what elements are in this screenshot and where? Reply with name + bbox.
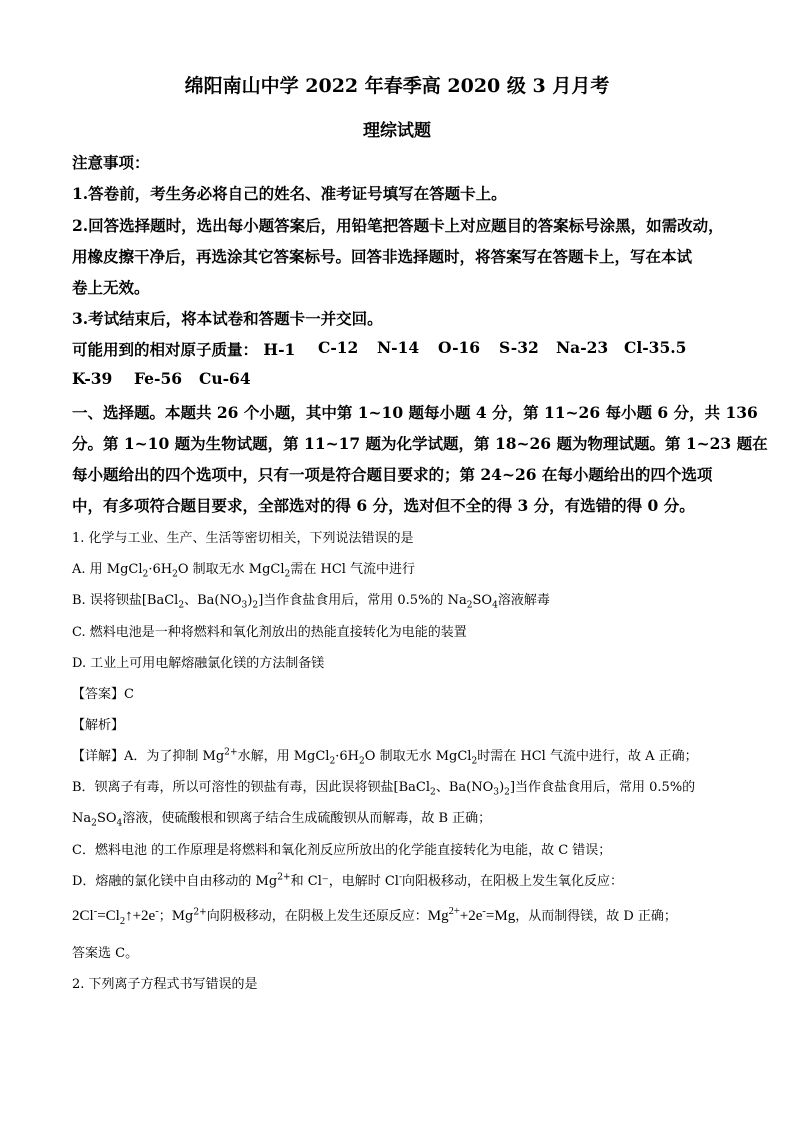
question-2-stem: 2. 下列离子方程式书写错误的是 [72, 977, 258, 992]
section-1-line-3: 每小题给出的四个选项中，只有一项是符合题目要求的；第 24~26 在每小题给出的四个选项 [72, 465, 713, 484]
anode-equation: $2Cl^-=Cl_2↑+2e^-$ [72, 906, 159, 927]
atomic-mass-c: C-12 [318, 338, 359, 357]
question-1-analysis-label: 【解析】 [72, 718, 125, 733]
question-1-detail-d-line-1: D．熔融的氯化镁中自由移动的 $Mg^{2+}$和 Cl⁻，电解时 Cl-向阳极移动，在阳极上发生氧化反应： [72, 872, 624, 889]
question-1-conclusion: 答案选 C。 [72, 946, 139, 961]
notice-item-1: 1.答卷前，考生务必将自己的姓名、准考证号填写在答题卡上。 [72, 184, 507, 203]
notice-item-3: 3.考试结束后，将本试卷和答题卡一并交回。 [72, 309, 383, 328]
section-1-line-4: 中，有多项符合题目要求，全部选对的得 6 分，选对但不全的得 3 分，有选错的得 0 分。 [72, 496, 695, 515]
atomic-mass-cl: Cl-35.5 [624, 338, 687, 357]
notice-item-2-line-2: 用橡皮擦干净后，再选涂其它答案标号。回答非选择题时，将答案写在答题卡上，写在本试 [72, 247, 693, 266]
notice-item-2-line-1: 2.回答选择题时，选出每小题答案后，用铅笔把答题卡上对应题目的答案标号涂黑，如需改动， [72, 216, 724, 235]
atomic-mass-n: N-14 [377, 338, 420, 357]
atomic-mass-o: O-16 [438, 338, 481, 357]
question-1-detail-c: C．燃料电池 的工作原理是将燃料和氧化剂反应所放出的化学能直接转化为电能，故 C 错误； [72, 843, 612, 858]
cathode-equation: $Mg^{2+}+2e^-=Mg$ [427, 906, 516, 924]
atomic-mass-na: Na-23 [556, 338, 609, 357]
question-1-option-d: D. 工业上可用电解熔融氯化镁的方法制备镁 [72, 656, 325, 671]
section-1-line-1: 一、选择题。本题共 26 个小题，其中第 1~10 题每小题 4 分，第 11~26 每小题 6 分，共 136 [72, 403, 758, 422]
question-1-stem: 1. 化学与工业、生产、生活等密切相关，下列说法错误的是 [72, 531, 414, 546]
question-1-option-c: C. 燃料电池是一种将燃料和氧化剂放出的热能直接转化为电能的装置 [72, 625, 467, 640]
question-1-detail-b-line-1: B．钡离子有毒，所以可溶性的钡盐有毒，因此误将钡盐[BaCl$_2$、$Ba(NO_3)_2$]当作食盐食用后，常用 0.5%的 [72, 780, 696, 798]
atomic-masses-row-1 [72, 338, 687, 360]
exam-subtitle: 理综试题 [363, 121, 431, 141]
atomic-mass-fe: Fe-56 [134, 369, 183, 388]
atomic-masses-row-2 [72, 369, 251, 388]
notice-item-2-line-3: 卷上无效。 [72, 278, 150, 297]
atomic-masses-label: 可能用到的相对原子质量： [72, 340, 259, 359]
atomic-mass-h: H-1 [263, 340, 296, 359]
question-1-detail-d-line-2: $2Cl^-=Cl_2↑+2e^-$；$Mg^{2+}$向阴极移动，在阴极上发生还原反应：$Mg^{2+}+2e^-=Mg$，从而制得镁，故 D 正确； [72, 906, 677, 927]
question-1-detail-a: 【详解】A．为了抑制 $Mg^{2+}$水解，用 $MgCl_2\cdot 6H_2O$ 制取无水 MgCl$_2$时需在 HCl 气流中进行，故 A 正确； [72, 747, 698, 767]
atomic-mass-k: K-39 [72, 369, 113, 388]
section-1-line-2: 分。第 1~10 题为生物试题，第 11~17 题为化学试题，第 18~26 题为物理试题。第 1~23 题在 [72, 434, 768, 453]
notice-heading: 注意事项： [72, 153, 150, 172]
question-1-option-b: B. 误将钡盐[BaCl$_2$、$Ba(NO_3)_2$]当作食盐食用后，常用 0.5%的 $Na_2SO_4$溶液解毒 [72, 593, 550, 611]
exam-title: 绵阳南山中学 2022 年春季高 2020 级 3 月月考 [184, 75, 610, 97]
atomic-mass-cu: Cu-64 [199, 369, 251, 388]
question-1-answer: 【答案】C [72, 687, 134, 702]
atomic-mass-s: S-32 [499, 338, 539, 357]
question-1-detail-b-line-2: $Na_2SO_4$溶液，使硫酸根和钡离子结合生成硫酸钡从而解毒，故 B 正确； [72, 811, 492, 829]
question-1-option-a: A. 用 $MgCl_2\cdot 6H_2O$ 制取无水 MgCl$_2$需在 HCl 气流中进行 [72, 562, 416, 580]
